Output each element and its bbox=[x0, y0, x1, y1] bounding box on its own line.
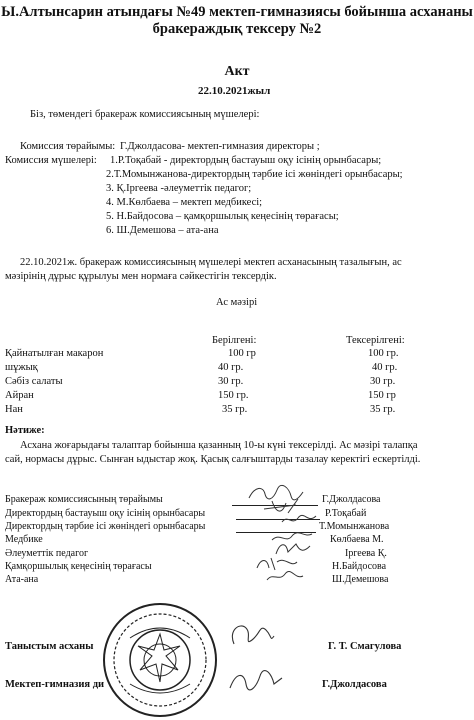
signature-role: Қамқоршылық кеңесінің төрағасы bbox=[5, 561, 152, 572]
result-line-1: Асхана жоғарыдағы талаптар бойынша қазанның 10-ы күні тексерілді. Ас мәзірі талапқа bbox=[20, 440, 418, 451]
inspection-paragraph-line-2: мәзірінің дұрыс құрылуы мен нормаға сәйкестігін тексердік. bbox=[5, 271, 277, 282]
commission-chair-value: Г.Джолдасова- мектеп-гимназия директоры ; bbox=[120, 141, 320, 152]
act-title: Акт bbox=[224, 64, 250, 79]
signature-name: Көлбаева М. bbox=[330, 534, 384, 545]
menu-row-checked: 150 гр bbox=[368, 390, 396, 401]
signature-scribble-icon bbox=[226, 620, 276, 650]
menu-row-name: Қайнатылған макарон bbox=[5, 348, 104, 359]
signature-name: Р.Тоқабай bbox=[325, 508, 367, 519]
signature-name: Ш.Демешова bbox=[332, 574, 389, 585]
signature-role: Бракераж комиссиясының төрайымы bbox=[5, 494, 163, 505]
director-name: Г.Джолдасова bbox=[322, 679, 387, 690]
commission-member-4: 4. М.Көлбаева – мектеп медбикесі; bbox=[106, 197, 263, 208]
menu-row-name: Сәбіз салаты bbox=[5, 376, 63, 387]
commission-member-5: 5. Н.Байдосова – қамқоршылық кеңесінің төрағасы; bbox=[106, 211, 339, 222]
commission-member-2: 2.Т.Момынжанова-директордың тәрбие ісі жөніндегі орынбасары; bbox=[106, 169, 403, 180]
document-title-line-1: Ы.Алтынсарин атындағы №49 мектеп-гимназиясы бойынша асхананы bbox=[1, 4, 473, 20]
menu-row-checked: 40 гр. bbox=[372, 362, 398, 373]
signature-role: Директордың тәрбие ісі жөніндегі орынбасары bbox=[5, 521, 206, 532]
menu-title: Ас мәзірі bbox=[216, 297, 258, 308]
commission-member-3: 3. Қ.Іргеева -әлеуметтік педагог; bbox=[106, 183, 252, 194]
acknowledged-label: Таныстым асханы bbox=[5, 641, 94, 652]
menu-row-name: Айран bbox=[5, 390, 34, 401]
commission-chair-label: Комиссия төрайымы: bbox=[20, 141, 116, 152]
menu-row-given: 150 гр. bbox=[218, 390, 249, 401]
menu-col-checked: Тексерілгені: bbox=[346, 335, 405, 346]
result-line-2: сай, нормасы дұрыс. Сынған ыдыстар жоқ. Қасық салғыштарды тазалау керектігі ескертілді. bbox=[5, 454, 421, 465]
signature-name: Г.Джолдасова bbox=[322, 494, 381, 505]
menu-row-name: шұжық bbox=[5, 362, 38, 373]
menu-row-given: 100 гр bbox=[228, 348, 256, 359]
signature-role: Директордың бастауыш оқу ісінің орынбасары bbox=[5, 508, 206, 519]
commission-member-6: 6. Ш.Демешова – ата-ана bbox=[106, 225, 219, 236]
official-seal-icon bbox=[100, 598, 220, 720]
act-date: 22.10.2021жыл bbox=[198, 85, 271, 97]
menu-row-given: 30 гр. bbox=[218, 376, 244, 387]
signature-role: Ата-ана bbox=[5, 574, 39, 585]
signature-scribble-icon bbox=[280, 512, 320, 528]
menu-row-checked: 30 гр. bbox=[370, 376, 396, 387]
menu-row-checked: 100 гр. bbox=[368, 348, 399, 359]
menu-row-checked: 35 гр. bbox=[370, 404, 396, 415]
commission-members-label: Комиссия мүшелері: bbox=[5, 155, 97, 166]
menu-col-given: Берілгені: bbox=[212, 335, 257, 346]
signature-name: Іргеева Қ. bbox=[345, 548, 387, 559]
signature-scribble-icon bbox=[265, 568, 305, 586]
intro-text: Біз, төмендегі бракераж комиссиясының мүшелері: bbox=[30, 109, 260, 120]
signature-role: Әлеуметтік педагог bbox=[5, 548, 89, 559]
signature-name: Н.Байдосова bbox=[332, 561, 387, 572]
menu-row-given: 40 гр. bbox=[218, 362, 244, 373]
document-title-line-2: бракераждық тексеру №2 bbox=[152, 21, 322, 37]
signature-name: Т.Момынжанова bbox=[319, 521, 390, 532]
menu-row-given: 35 гр. bbox=[222, 404, 248, 415]
signature-role: Медбике bbox=[5, 534, 43, 545]
inspection-paragraph-line-1: 22.10.2021ж. бракераж комиссиясының мүшелері мектеп асханасының тазалығын, ас bbox=[20, 257, 402, 268]
result-label: Нәтиже: bbox=[5, 425, 45, 436]
director-label: Мектеп-гимназия ди bbox=[5, 679, 105, 690]
acknowledged-name: Г. Т. Смагулова bbox=[328, 641, 402, 652]
commission-member-1: 1.Р.Тоқабай - директордың бастауыш оқу ісінің орынбасары; bbox=[110, 155, 382, 166]
menu-row-name: Нан bbox=[5, 404, 23, 415]
signature-scribble-icon bbox=[226, 668, 286, 694]
